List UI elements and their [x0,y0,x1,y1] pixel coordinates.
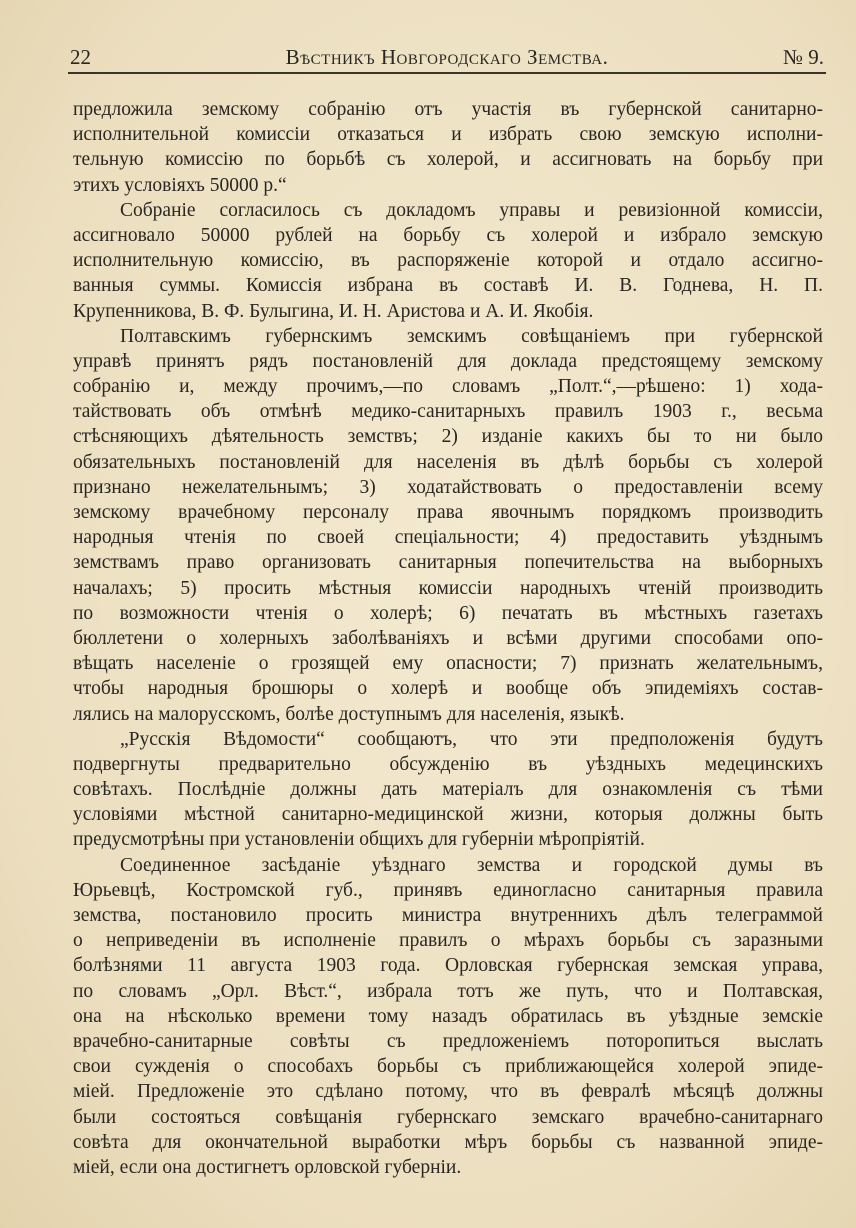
text-line: стѣсняющихъ дѣятельность земствъ; 2) изданіе какихъ бы то ни было [73,426,823,448]
text-line: лялись на малорусскомъ, болѣе доступнымъ для населенія, языкѣ. [73,703,625,725]
text-line: собранію и, между прочимъ,—по словамъ „Полт.“,—рѣшено: 1) хода- [73,376,823,398]
text-line: предусмотрѣны при установленіи общихъ для губерніи мѣропріятій. [73,829,645,851]
text-line: подвергнуты предварительно обсужденію въ уѣздныхъ медецинскихъ [73,753,823,775]
text-line: врачебно-санитарные совѣты съ предложеніемъ поторопиться выслать [73,1030,823,1052]
text-line: „Русскія Вѣдомости“ сообщаютъ, что эти предположенія будутъ [120,728,823,750]
text-line: этихъ условіяхъ 50000 р.“ [73,174,287,196]
text-line: вѣщать населеніе о грозящей ему опасности; 7) признать желательнымъ, [73,653,823,675]
text-line: болѣзнями 11 августа 1903 года. Орловская губернская земская управа, [73,955,823,977]
article-body [73,97,823,1180]
text-line: она на нѣсколько времени тому назадъ обратилась въ уѣздные земскіе [73,1005,823,1027]
text-line: обязательныхъ постановленій для населенія въ дѣлѣ борьбы съ холерой [73,451,823,473]
text-line: земства, постановило просить министра внутреннихъ дѣлъ телеграммой [73,905,823,926]
text-line: міей. Предложеніе это сдѣлано потому, что въ февралѣ мѣсяцѣ должны [73,1081,823,1103]
text-line: земскому врачебному персоналу права явочнымъ порядкомъ производить [73,502,823,523]
text-line: чтобы народныя брошюры о холерѣ и вообще объ эпидеміяхъ состав- [73,678,823,700]
text-line: міей, если она достигнетъ орловской губерніи. [73,1156,462,1178]
text-line: по словамъ „Орл. Вѣст.“, избрала тотъ же путь, что и Полтавская, [73,980,823,1002]
text-line: Крупенникова, В. Ф. Булыгина, И. Н. Аристова и А. И. Якобія. [73,300,594,322]
text-line: свои сужденія о способахъ борьбы съ приближающейся холерой эпиде- [73,1056,823,1078]
text-line: тайствовать объ отмѣнѣ медико-санитарныхъ правилъ 1903 г., весьма [73,401,823,423]
text-line: о неприведеніи въ исполненіе правилъ о мѣрахъ борьбы съ заразными [73,930,823,952]
page-header [68,40,826,74]
text-line: ванныя суммы. Комиссія избрана въ составѣ И. В. Годнева, Н. П. [73,275,823,297]
text-line: условіями мѣстной санитарно-медицинской жизни, которыя должны быть [73,804,823,826]
text-line: Юрьевцѣ, Костромской губ., принявъ единогласно санитарныя правила [73,879,823,901]
page-number: 22 [70,45,91,69]
text-line: Соединенное засѣданіе уѣзднаго земства и городской думы въ [120,854,823,876]
text-line: совѣта для окончательной выработки мѣръ борьбы съ названной эпиде- [73,1131,823,1153]
text-line: народныя чтенія по своей спеціальности; 4) предоставить уѣзднымъ [73,527,823,549]
issue-number: № 9. [782,45,824,69]
text-line: были состояться совѣщанія губернскаго земскаго врачебно-санитарнаго [73,1106,823,1128]
text-line: совѣтахъ. Послѣдніе должны дать матеріалъ для ознакомленія съ тѣми [73,779,823,801]
text-line: Собраніе согласилось съ докладомъ управы и ревизіонной комиссіи, [120,199,823,221]
text-line: началахъ; 5) просить мѣстныя комиссіи народныхъ чтеній производить [73,577,823,599]
journal-title: Вѣстникъ Новгородскаго Земства. [285,45,609,69]
text-line: исполнительную комиссію, въ распоряженіе которой и отдало ассигно- [73,250,823,272]
text-line: управѣ принятъ рядъ постановленій для доклада предстоящему земскому [73,350,823,372]
text-line: по возможности чтенія о холерѣ; 6) печатать въ мѣстныхъ газетахъ [73,602,823,624]
text-line: исполнительной комиссіи отказаться и избрать свою земскую исполни- [73,124,823,146]
text-line: ассигновало 50000 рублей на борьбу съ холерой и избрало земскую [73,224,823,246]
text-line: признано нежелательнымъ; 3) ходатайствовать о предоставленіи всему [73,476,823,498]
text-line: предложила земскому собранію отъ участія въ губернской санитарно- [73,99,823,120]
text-line: земствамъ право организовать санитарныя попечительства на выборныхъ [73,552,823,574]
text-line: Полтавскимъ губернскимъ земскимъ совѣщаніемъ при губернской [120,325,823,347]
text-line: тельную комиссію по борьбѣ съ холерой, и ассигновать на борьбу при [73,149,823,171]
text-line: бюллетени о холерныхъ заболѣваніяхъ и всѣми другими способами опо- [73,627,823,649]
